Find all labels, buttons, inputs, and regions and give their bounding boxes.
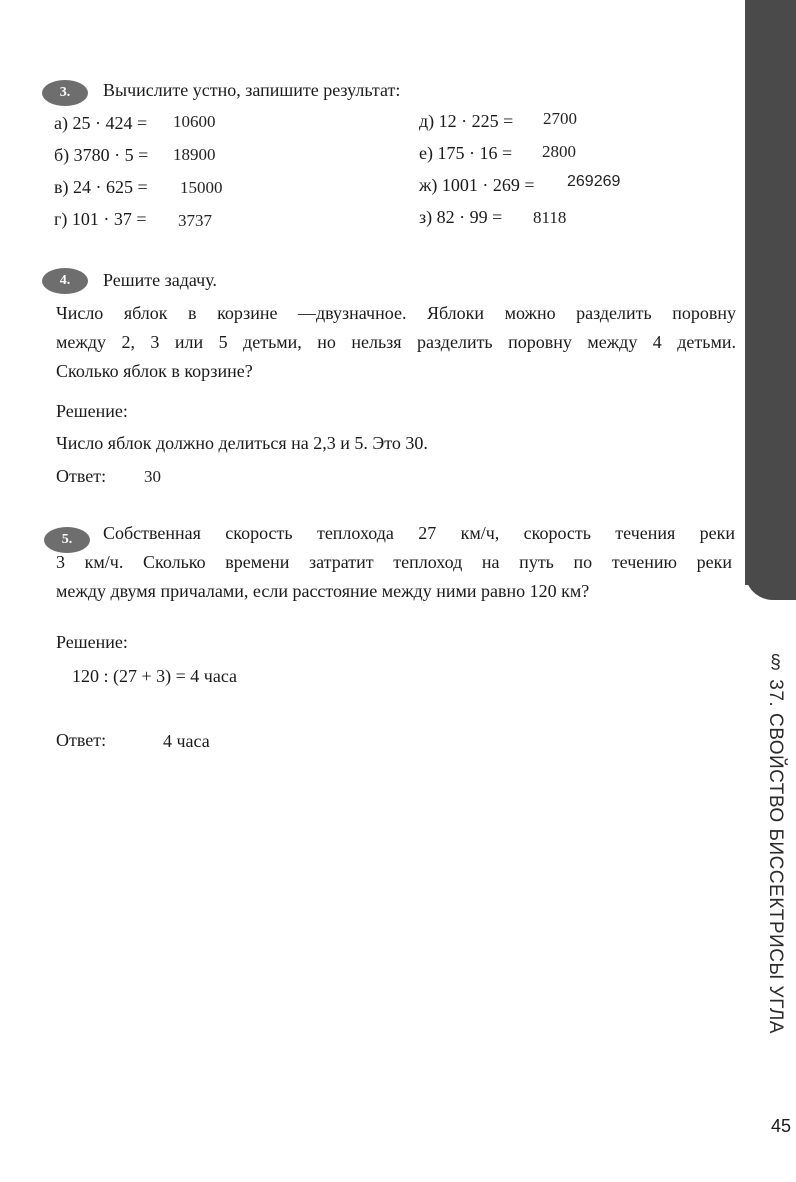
task-4-solution: Число яблок должно делиться на 2,3 и 5. Это 30.	[56, 433, 428, 453]
side-tab-bar	[745, 0, 796, 585]
task-3-item-g: ж) 1001 · 269 =	[419, 175, 535, 195]
task-3-item-c: в) 24 · 625 =	[54, 177, 148, 197]
task-3-answer-c: 15000	[180, 178, 223, 197]
task-5-problem-line-1: Собственная скорость теплохода 27 км/ч, скорость течения реки	[103, 523, 735, 543]
section-title: § 37. СВОЙСТВО БИССЕКТРИСЫ УГЛА	[765, 652, 786, 1034]
task-3-item-b: б) 3780 · 5 =	[54, 145, 149, 165]
task-3-badge: 3.	[42, 80, 88, 106]
task-3-item-f: е) 175 · 16 =	[419, 143, 513, 163]
task-3-answer-a: 10600	[173, 112, 216, 131]
task-3-answer-g: 269269	[567, 173, 621, 190]
task-4-solution-label: Решение:	[56, 401, 128, 421]
task-5-problem-line-3: между двумя причалами, если расстояние между ними равно 120 км?	[56, 581, 590, 601]
task-3-answer-b: 18900	[173, 145, 216, 164]
task-5-solution: 120 : (27 + 3) = 4 часа	[72, 666, 238, 686]
task-3-answer-d: 3737	[178, 211, 212, 230]
task-5-solution-label: Решение:	[56, 632, 128, 652]
task-3-answer-f: 2800	[542, 142, 576, 161]
task-4-problem-line-2: между 2, 3 или 5 детьми, но нельзя разделить поровну между 4 детьми.	[56, 332, 736, 352]
task-3-item-d: г) 101 · 37 =	[54, 209, 147, 229]
task-3-instruction: Вычислите устно, запишите результат:	[103, 80, 401, 100]
task-4-instruction: Решите задачу.	[103, 270, 217, 290]
task-5-problem-line-2: 3 км/ч. Сколько времени затратит теплоход на путь по течению реки	[56, 552, 732, 572]
task-5-answer-label: Ответ:	[56, 730, 107, 750]
page-number: 45	[771, 1116, 792, 1136]
task-4-answer: 30	[144, 467, 161, 486]
task-5-badge: 5.	[44, 527, 90, 553]
side-tab-curve	[745, 560, 796, 600]
task-3-item-e: д) 12 · 225 =	[419, 111, 514, 131]
task-4-answer-label: Ответ:	[56, 466, 107, 486]
task-3-item-a: а) 25 · 424 =	[54, 113, 148, 133]
task-3-answer-e: 2700	[543, 109, 577, 128]
task-3-answer-h: 8118	[533, 208, 567, 227]
task-5-answer: 4 часа	[163, 731, 210, 751]
task-4-problem-line-3: Сколько яблок в корзине?	[56, 361, 253, 381]
task-4-badge: 4.	[42, 268, 88, 294]
task-3-item-h: з) 82 · 99 =	[419, 207, 503, 227]
task-4-problem-line-1: Число яблок в корзине —двузначное. Яблоки можно разделить поровну	[56, 303, 736, 323]
